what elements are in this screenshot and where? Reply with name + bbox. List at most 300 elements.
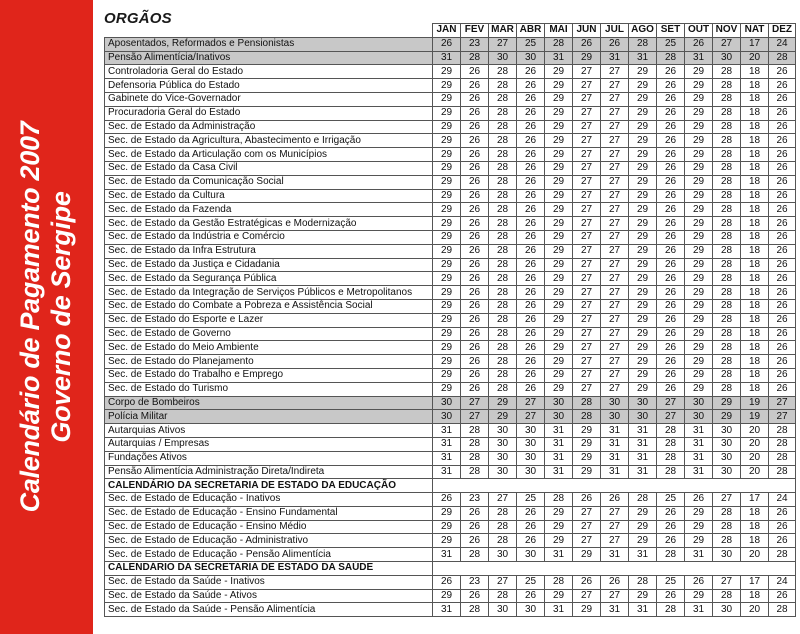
payment-day: 31 — [601, 51, 629, 65]
payment-day: 28 — [713, 286, 741, 300]
organ-name: Corpo de Bombeiros — [105, 396, 433, 410]
payment-day: 28 — [489, 92, 517, 106]
payment-day: 26 — [657, 355, 685, 369]
payment-day: 29 — [433, 286, 461, 300]
payment-day: 30 — [545, 410, 573, 424]
sidebar-title-line1: Calendário de Pagamento 2007 — [15, 121, 45, 513]
payment-day: 31 — [601, 465, 629, 479]
organ-name: Pensão Alimentícia Administração Direta/Indireta — [105, 465, 433, 479]
payment-day: 25 — [517, 493, 545, 507]
payment-day: 26 — [517, 217, 545, 231]
payment-day: 29 — [685, 313, 713, 327]
payment-day: 30 — [713, 465, 741, 479]
payment-day: 28 — [713, 203, 741, 217]
payment-day: 27 — [573, 161, 601, 175]
payment-day: 26 — [461, 520, 489, 534]
payment-day: 30 — [517, 465, 545, 479]
payment-day: 29 — [573, 451, 601, 465]
payment-day: 18 — [741, 506, 769, 520]
payment-day: 18 — [741, 382, 769, 396]
payment-day: 29 — [573, 548, 601, 562]
payment-day: 26 — [657, 92, 685, 106]
payment-day: 27 — [573, 79, 601, 93]
table-row — [105, 134, 796, 148]
payment-day: 28 — [461, 465, 489, 479]
payment-day: 30 — [713, 51, 741, 65]
payment-day: 31 — [685, 51, 713, 65]
payment-day: 31 — [601, 548, 629, 562]
section-title: CALENDÁRIO DA SECRETARIA DE ESTADO DA SAÚDE — [105, 562, 433, 576]
payment-day: 18 — [741, 65, 769, 79]
payment-day: 27 — [573, 134, 601, 148]
payment-day: 28 — [713, 92, 741, 106]
payment-day: 29 — [685, 534, 713, 548]
payment-day: 26 — [461, 341, 489, 355]
payment-day: 26 — [461, 355, 489, 369]
payment-day: 31 — [545, 548, 573, 562]
payment-day: 29 — [545, 230, 573, 244]
payment-day: 29 — [545, 203, 573, 217]
payment-day: 27 — [573, 106, 601, 120]
payment-day: 28 — [657, 548, 685, 562]
payment-day: 23 — [461, 493, 489, 507]
payment-day: 29 — [545, 368, 573, 382]
payment-day: 27 — [573, 506, 601, 520]
payment-day: 18 — [741, 368, 769, 382]
table-row — [105, 148, 796, 162]
payment-day: 26 — [461, 258, 489, 272]
payment-day: 26 — [769, 92, 796, 106]
payment-day: 30 — [713, 424, 741, 438]
payment-day: 26 — [573, 493, 601, 507]
month-header-row — [105, 24, 796, 38]
payment-day: 27 — [601, 534, 629, 548]
payment-day: 28 — [713, 506, 741, 520]
payment-day: 26 — [769, 534, 796, 548]
payment-day: 27 — [573, 120, 601, 134]
payment-day: 26 — [769, 520, 796, 534]
payment-day: 26 — [433, 575, 461, 589]
payment-day: 27 — [573, 92, 601, 106]
payment-day: 27 — [573, 355, 601, 369]
organ-name: Controladoria Geral do Estado — [105, 65, 433, 79]
payment-day: 25 — [517, 575, 545, 589]
organ-name: Sec. de Estado do Combate a Pobreza e Assistência Social — [105, 299, 433, 313]
organ-name: Autarquias Ativos — [105, 424, 433, 438]
payment-day: 31 — [433, 51, 461, 65]
payment-day: 31 — [601, 437, 629, 451]
table-row — [105, 189, 796, 203]
payment-day: 18 — [741, 272, 769, 286]
payment-day: 26 — [657, 244, 685, 258]
organ-name: Sec. de Estado da Fazenda — [105, 203, 433, 217]
payment-day: 18 — [741, 299, 769, 313]
payment-day: 18 — [741, 341, 769, 355]
payment-day: 27 — [573, 341, 601, 355]
payment-day: 18 — [741, 589, 769, 603]
payment-day: 29 — [629, 313, 657, 327]
organ-name: Sec. de Estado do Turismo — [105, 382, 433, 396]
payment-day: 27 — [517, 410, 545, 424]
payment-day: 20 — [741, 51, 769, 65]
payment-day: 31 — [629, 51, 657, 65]
payment-day: 26 — [461, 134, 489, 148]
payment-day: 31 — [433, 424, 461, 438]
payment-day: 26 — [461, 589, 489, 603]
payment-day: 18 — [741, 92, 769, 106]
payment-day: 30 — [629, 396, 657, 410]
payment-day: 28 — [713, 589, 741, 603]
payment-day: 18 — [741, 203, 769, 217]
table-row — [105, 368, 796, 382]
organ-name: Sec. de Estado da Cultura — [105, 189, 433, 203]
organ-name: Sec. de Estado do Esporte e Lazer — [105, 313, 433, 327]
payment-day: 26 — [769, 589, 796, 603]
payment-day: 26 — [657, 589, 685, 603]
payment-day: 26 — [769, 272, 796, 286]
payment-day: 29 — [433, 106, 461, 120]
payment-day: 29 — [629, 368, 657, 382]
payment-day: 29 — [545, 520, 573, 534]
payment-day: 24 — [769, 37, 796, 51]
payment-day: 31 — [629, 424, 657, 438]
payment-day: 18 — [741, 230, 769, 244]
organ-name: Sec. de Estado da Administração — [105, 120, 433, 134]
month-header: MAI — [545, 24, 573, 38]
payment-day: 25 — [517, 37, 545, 51]
payment-day: 26 — [657, 286, 685, 300]
payment-day: 29 — [685, 92, 713, 106]
payment-day: 26 — [769, 161, 796, 175]
payment-day: 29 — [433, 148, 461, 162]
payment-day: 27 — [573, 189, 601, 203]
payment-day: 29 — [545, 534, 573, 548]
table-row — [105, 106, 796, 120]
payment-day: 30 — [433, 396, 461, 410]
payment-day: 26 — [461, 175, 489, 189]
payment-day: 29 — [629, 106, 657, 120]
organ-name: Pensão Alimentícia/Inativos — [105, 51, 433, 65]
payment-day: 27 — [573, 520, 601, 534]
payment-day: 18 — [741, 120, 769, 134]
payment-day: 30 — [517, 603, 545, 617]
payment-day: 26 — [461, 92, 489, 106]
payment-day: 27 — [601, 65, 629, 79]
payment-day: 30 — [685, 410, 713, 424]
payment-day: 26 — [461, 506, 489, 520]
payment-day: 28 — [657, 465, 685, 479]
payment-day: 29 — [629, 92, 657, 106]
payment-day: 26 — [685, 493, 713, 507]
payment-day: 26 — [461, 244, 489, 258]
payment-day: 26 — [769, 258, 796, 272]
payment-day: 30 — [489, 465, 517, 479]
payment-day: 29 — [545, 92, 573, 106]
payment-day: 27 — [573, 286, 601, 300]
payment-day: 29 — [573, 465, 601, 479]
payment-day: 27 — [573, 589, 601, 603]
payment-day: 26 — [657, 506, 685, 520]
payment-day: 28 — [489, 175, 517, 189]
organ-name: Sec. de Estado da Articulação com os Municípios — [105, 148, 433, 162]
table-row — [105, 534, 796, 548]
sidebar-banner — [0, 0, 93, 634]
payment-day: 26 — [657, 120, 685, 134]
payment-day: 29 — [433, 520, 461, 534]
payment-day: 26 — [769, 79, 796, 93]
payment-day: 28 — [713, 148, 741, 162]
payment-day: 28 — [713, 258, 741, 272]
organ-name: Sec. de Estado de Educação - Ensino Médio — [105, 520, 433, 534]
table-row — [105, 410, 796, 424]
payment-day: 31 — [685, 424, 713, 438]
table-row — [105, 327, 796, 341]
payment-day: 30 — [517, 548, 545, 562]
page-title: ORGÃOS — [104, 10, 172, 27]
organ-name: Sec. de Estado de Governo — [105, 327, 433, 341]
month-header: SET — [657, 24, 685, 38]
payment-day: 27 — [657, 410, 685, 424]
payment-day: 29 — [545, 175, 573, 189]
payment-day: 29 — [433, 230, 461, 244]
payment-day: 28 — [713, 299, 741, 313]
payment-day: 28 — [489, 382, 517, 396]
payment-day: 29 — [629, 258, 657, 272]
payment-day: 31 — [545, 437, 573, 451]
payment-day: 28 — [713, 134, 741, 148]
payment-day: 28 — [769, 465, 796, 479]
payment-day: 29 — [685, 65, 713, 79]
payment-day: 26 — [517, 506, 545, 520]
payment-day: 18 — [741, 244, 769, 258]
section-title: CALENDÁRIO DA SECRETARIA DE ESTADO DA EDUCAÇÃO — [105, 479, 433, 493]
payment-day: 30 — [433, 410, 461, 424]
payment-day: 28 — [489, 203, 517, 217]
payment-day: 18 — [741, 189, 769, 203]
payment-day: 29 — [545, 106, 573, 120]
payment-day: 28 — [489, 134, 517, 148]
payment-day: 28 — [713, 106, 741, 120]
payment-day: 26 — [517, 299, 545, 313]
payment-day: 29 — [433, 272, 461, 286]
payment-day: 29 — [685, 175, 713, 189]
payment-day: 27 — [489, 37, 517, 51]
payment-day: 27 — [601, 355, 629, 369]
payment-day: 26 — [461, 230, 489, 244]
payment-day: 31 — [685, 603, 713, 617]
payment-day: 28 — [461, 437, 489, 451]
payment-day: 27 — [517, 396, 545, 410]
payment-day: 28 — [713, 79, 741, 93]
payment-day: 28 — [713, 230, 741, 244]
payment-day: 26 — [769, 341, 796, 355]
payment-day: 26 — [461, 534, 489, 548]
payment-day: 29 — [545, 148, 573, 162]
table-row — [105, 65, 796, 79]
payment-day: 29 — [433, 65, 461, 79]
payment-day: 31 — [601, 451, 629, 465]
organ-name: Sec. de Estado do Trabalho e Emprego — [105, 368, 433, 382]
table-row — [105, 382, 796, 396]
payment-day: 28 — [489, 258, 517, 272]
payment-day: 26 — [657, 520, 685, 534]
payment-day: 30 — [489, 424, 517, 438]
payment-day: 29 — [629, 355, 657, 369]
payment-day: 28 — [713, 189, 741, 203]
payment-day: 27 — [573, 272, 601, 286]
payment-day: 29 — [713, 410, 741, 424]
payment-day: 26 — [517, 203, 545, 217]
payment-day: 31 — [433, 451, 461, 465]
payment-day: 28 — [489, 148, 517, 162]
payment-day: 28 — [769, 548, 796, 562]
table-row — [105, 603, 796, 617]
payment-day: 31 — [545, 451, 573, 465]
payment-day: 25 — [657, 37, 685, 51]
payment-day: 28 — [629, 575, 657, 589]
payment-day: 28 — [489, 520, 517, 534]
payment-day: 27 — [573, 299, 601, 313]
payment-day: 25 — [657, 575, 685, 589]
payment-day: 18 — [741, 148, 769, 162]
table-row — [105, 396, 796, 410]
table-row — [105, 37, 796, 51]
payment-day: 29 — [685, 189, 713, 203]
payment-day: 29 — [685, 134, 713, 148]
payment-day: 28 — [713, 327, 741, 341]
payment-day: 28 — [461, 603, 489, 617]
payment-day: 29 — [685, 355, 713, 369]
payment-day: 26 — [517, 161, 545, 175]
payment-day: 29 — [629, 230, 657, 244]
table-row — [105, 258, 796, 272]
payment-day: 28 — [657, 451, 685, 465]
payment-day: 29 — [545, 79, 573, 93]
payment-day: 31 — [629, 603, 657, 617]
payment-day: 29 — [629, 175, 657, 189]
payment-day: 27 — [601, 341, 629, 355]
payment-day: 28 — [489, 506, 517, 520]
payment-day: 26 — [517, 79, 545, 93]
payment-day: 29 — [433, 341, 461, 355]
payment-day: 28 — [489, 272, 517, 286]
organ-name: Gabinete do Vice-Governador — [105, 92, 433, 106]
payment-day: 29 — [433, 134, 461, 148]
month-header: ABR — [517, 24, 545, 38]
payment-day: 30 — [489, 437, 517, 451]
payment-day: 31 — [433, 548, 461, 562]
payment-day: 28 — [489, 189, 517, 203]
payment-day: 26 — [517, 175, 545, 189]
payment-day: 24 — [769, 575, 796, 589]
payment-day: 28 — [573, 396, 601, 410]
organ-name: Procuradoria Geral do Estado — [105, 106, 433, 120]
payment-day: 27 — [573, 217, 601, 231]
payment-day: 27 — [573, 65, 601, 79]
payment-day: 29 — [545, 506, 573, 520]
month-header: NAT — [741, 24, 769, 38]
table-row — [105, 92, 796, 106]
payment-day: 27 — [573, 230, 601, 244]
payment-day: 26 — [657, 258, 685, 272]
organ-name: Polícia Militar — [105, 410, 433, 424]
organ-name: Sec. de Estado da Casa Civil — [105, 161, 433, 175]
payment-day: 26 — [517, 65, 545, 79]
payment-day: 28 — [489, 327, 517, 341]
section-empty-cell — [433, 562, 796, 576]
payment-day: 26 — [517, 341, 545, 355]
payment-day: 28 — [489, 368, 517, 382]
payment-day: 28 — [573, 410, 601, 424]
payment-day: 28 — [489, 589, 517, 603]
table-row — [105, 520, 796, 534]
payment-day: 27 — [713, 493, 741, 507]
payment-day: 27 — [601, 230, 629, 244]
payment-day: 29 — [433, 161, 461, 175]
payment-day: 27 — [573, 203, 601, 217]
organ-name: Aposentados, Reformados e Pensionistas — [105, 37, 433, 51]
payment-day: 26 — [685, 37, 713, 51]
payment-day: 28 — [489, 230, 517, 244]
payment-day: 28 — [545, 493, 573, 507]
payment-day: 29 — [433, 92, 461, 106]
payment-day: 28 — [489, 286, 517, 300]
payment-day: 30 — [601, 396, 629, 410]
table-row — [105, 589, 796, 603]
payment-day: 26 — [601, 575, 629, 589]
table-row — [105, 451, 796, 465]
month-header: OUT — [685, 24, 713, 38]
payment-day: 29 — [713, 396, 741, 410]
payment-day: 29 — [433, 589, 461, 603]
payment-day: 27 — [573, 258, 601, 272]
table-row — [105, 203, 796, 217]
payment-day: 27 — [601, 148, 629, 162]
payment-day: 30 — [517, 51, 545, 65]
payment-day: 27 — [601, 382, 629, 396]
payment-day: 29 — [545, 120, 573, 134]
payment-day: 26 — [461, 382, 489, 396]
payment-day: 29 — [545, 327, 573, 341]
payment-day: 29 — [545, 258, 573, 272]
table-row — [105, 230, 796, 244]
payment-day: 28 — [461, 451, 489, 465]
payment-day: 27 — [601, 203, 629, 217]
organ-name: Fundações Ativos — [105, 451, 433, 465]
payment-day: 31 — [629, 548, 657, 562]
payment-day: 30 — [517, 451, 545, 465]
section-header-row — [105, 562, 796, 576]
payment-day: 27 — [601, 134, 629, 148]
payment-day: 31 — [433, 465, 461, 479]
payment-day: 29 — [629, 589, 657, 603]
payment-day: 18 — [741, 175, 769, 189]
payment-day: 29 — [685, 230, 713, 244]
payment-day: 29 — [433, 217, 461, 231]
payment-day: 29 — [685, 506, 713, 520]
month-header: JUL — [601, 24, 629, 38]
payment-day: 28 — [769, 51, 796, 65]
payment-day: 31 — [685, 465, 713, 479]
payment-day: 26 — [657, 327, 685, 341]
payment-day: 26 — [769, 120, 796, 134]
payment-day: 18 — [741, 355, 769, 369]
payment-day: 28 — [629, 493, 657, 507]
payment-day: 29 — [685, 148, 713, 162]
payment-day: 30 — [517, 437, 545, 451]
payment-day: 26 — [657, 175, 685, 189]
payment-day: 28 — [489, 313, 517, 327]
